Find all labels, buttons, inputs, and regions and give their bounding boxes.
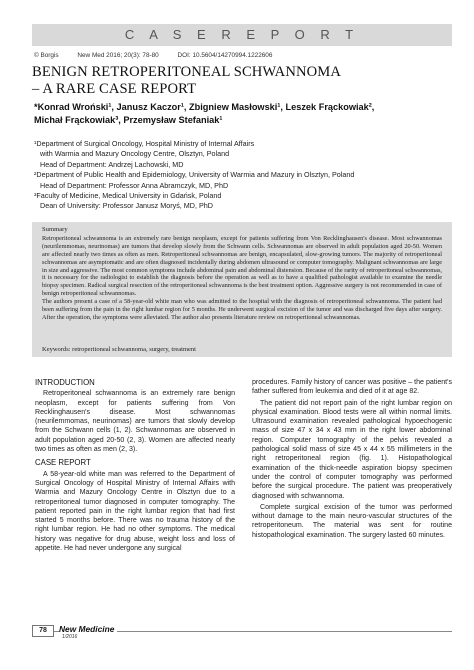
affiliation-line: ¹Department of Surgical Oncology, Hospital Ministry of Internal Affairs <box>34 139 255 148</box>
keywords-text: Keywords: retroperitoneal schwannoma, surgery, treatment <box>42 346 196 353</box>
abstract-box <box>32 222 452 346</box>
page-number-box <box>32 625 54 637</box>
title-line-2: – A RARE CASE REPORT <box>32 81 197 97</box>
abstract-paragraph-2: The authors present a case of a 58-year-old white man who was admitted to the hospital with the diagnosis of retroperitoneal schwannoma. The patient had been suffering from the pain in the right lumbar region for 5 months. He underwent surgical excision of the tumor and was discharged five days after surgery. After the operation, the symptoms were alleviated. The author also presents literature review on retroperitoneal schwannomas. <box>42 298 442 321</box>
title-line-1: BENIGN RETROPERITONEAL SCHWANNOMA <box>32 64 341 80</box>
page-number: 78 <box>39 627 47 634</box>
affiliation-line: Dean of University: Professor Janusz Moryś, MD, PhD <box>40 201 213 211</box>
affiliation-line: with Warmia and Mazury Oncology Centre, Olsztyn, Poland <box>40 149 230 159</box>
article-title <box>32 64 452 98</box>
affiliation-line: Head of Department: Professor Anna Abramczyk, MD, PhD <box>40 180 229 190</box>
journal-name: New Medicine <box>59 624 117 634</box>
authors-line-2: Michał Frąckowiak³, Przemysław Stefaniak¹ <box>34 114 223 125</box>
body-paragraph: Complete surgical excision of the tumor was performed without damage to the main neuro-vascular structures of the retroperitoneum. The material was sent for routine histopathological examination. The surgery lasted 60 minutes. <box>252 503 452 539</box>
copyright-text: © Borgis <box>34 52 59 59</box>
body-column-right <box>252 378 452 542</box>
affiliation-line: ³Faculty of Medicine, Medical University in Gdańsk, Poland <box>34 191 222 201</box>
affiliation-line: Head of Department: Andrzej Lachowski, MD <box>40 159 184 169</box>
section-banner-label: C A S E R E P O R T <box>124 27 360 42</box>
authors-line-1: *Konrad Wroński¹, Janusz Kaczor¹, Zbigniew Masłowski¹, Leszek Frąckowiak², <box>34 102 375 112</box>
affiliations <box>34 139 454 212</box>
affiliation-line: ²Department of Public Health and Epidemiology, University of Warmia and Mazury in Olsztyn, Poland <box>34 170 355 180</box>
doi-text: DOI: 10.5604/14270994.1222606 <box>177 52 273 59</box>
body-column-left <box>35 378 235 555</box>
abstract-heading: Summary <box>42 226 68 233</box>
body-paragraph: The patient did not report pain of the right lumbar region on physical examination. Blood tests were all within normal limits. Ultrasound examination revealed pathological hypoechogenic mass of size 47 x 34 x 43 mm in the right lower abdominal region. Computer tomography of the pelvis revealed a pathological solid mass of size 45 x 44 x 55 millimeters in the right retroperitoneal region (fig. 1). Histopathological examination of the thick-needle aspiration biopsy specimen under the control of computer tomography was performed before the surgical procedure. The patient was preoperatively diagnosed with schwannoma. <box>252 399 452 500</box>
page-footer <box>32 625 452 645</box>
keywords-box <box>32 343 452 357</box>
introduction-paragraph: Retroperitoneal schwannoma is an extremely rare benign neoplasm, except for patients suffering from Von Recklinghausen's disease. Most schwannomas (neurilemmomas, neurinomas) are tumors that slowly develop from the Schwann cells (1, 2). Schwannomas are observed in adult population aged 20-50 (2, 3). Women are affected nearly two times as often as men (2, 3). <box>35 390 235 454</box>
journal-issue: 1/2016 <box>62 634 78 640</box>
article-meta <box>34 52 452 59</box>
body-paragraph: procedures. Family history of cancer was positive – the patient's father suffered from leukemia and died of it at age 82. <box>252 379 452 396</box>
author-list <box>34 101 454 126</box>
case-report-heading: CASE REPORT <box>35 458 91 468</box>
introduction-heading: INTRODUCTION <box>35 378 95 387</box>
abstract-paragraph-1: Retroperitoneal schwannoma is an extremely rare benign neoplasm, except for patients suffering from Von Recklinghausen's disease. Most schwannomas (neurilemmomas, neurinomas) are tumors that develop slowly from the Schwann cells. Schwannomas are observed in adult population aged 20-50. Women are affected nearly two times as often as men. Retroperitoneal schwannomas are benign, encapsulated, slow-growing tumors. The majority of retroperitoneal schwannomas are asymptomatic and are often diagnosed incidentally during abdomen ultrasound or computer tomography. Malignant schwannomas are large in size and aggressive. The most common symptoms include abdominal pain and abdominal distension. Because of the rarity of retroperitoneal schwannomas, it is necessary for the radiologist to establish the diagnosis before the operation as well as to have a qualified pathologist available to examine the needle biopsy specimen. Radical surgical resection of the retroperitoneal schwannoma is the best treatment option. Aggressive surgery is not recommended in case of benign retroperitoneal schwannomas. <box>42 234 442 298</box>
citation-text: New Med 2016; 20(3): 78-80 <box>77 52 159 59</box>
case-report-paragraph: A 58-year-old white man was referred to the Department of Surgical Oncology of Hospital Ministry of Internal Affairs with Warmia and Mazury Oncology Centre in Olsztyn due to a retroperitoneal tumor diagnosed in computer tomography. The patient reported pain in the right lumbar region that had first started 5 months before. There was no trauma history of the right lumbar region. He had no other symptoms. The medical history was negative for drug abuse, weight loss and loss of appetite. He had never undergone any surgical <box>35 470 235 553</box>
section-banner <box>32 24 452 46</box>
